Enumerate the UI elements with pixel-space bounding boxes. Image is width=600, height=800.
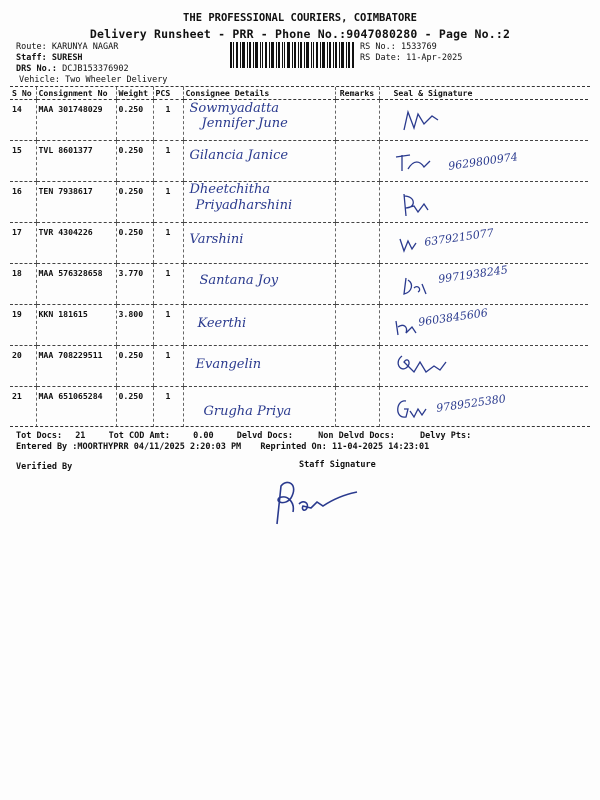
row-seal-signature bbox=[379, 264, 588, 305]
rs-no-line bbox=[360, 42, 437, 52]
row-pcs: 1 bbox=[153, 141, 183, 182]
drs-label: DRS No.: bbox=[16, 64, 57, 74]
row-sno: 18 bbox=[10, 264, 36, 305]
col-remarks: Remarks bbox=[335, 87, 379, 100]
phone-handwriting: 9789525380 bbox=[434, 392, 507, 415]
entered-by-line bbox=[16, 442, 429, 452]
table-row bbox=[10, 182, 588, 223]
tot-docs-label: Tot Docs: bbox=[16, 431, 63, 441]
table-bottom-divider bbox=[10, 426, 590, 427]
row-seal-signature bbox=[379, 346, 588, 387]
row-seal-signature bbox=[379, 223, 588, 264]
phone-handwriting: 6379215077 bbox=[422, 226, 495, 249]
row-consignment: MAA 576328658 bbox=[36, 264, 116, 305]
row-consignment: TVR 4304226 bbox=[36, 223, 116, 264]
row-consignee bbox=[183, 387, 335, 428]
row-consignee bbox=[183, 305, 335, 346]
row-pcs: 1 bbox=[153, 100, 183, 141]
row-pcs: 1 bbox=[153, 387, 183, 428]
row-sno: 14 bbox=[10, 100, 36, 141]
consignee-handwriting: Evangelin bbox=[195, 357, 262, 372]
row-weight: 0.250 bbox=[116, 346, 153, 387]
signature-mark bbox=[384, 147, 454, 177]
runsheet-subtitle: Delivery Runsheet - PRR - Phone No.:9047080280 - Page No.:2 bbox=[89, 27, 511, 41]
barcode bbox=[230, 42, 354, 68]
table-row bbox=[10, 223, 588, 264]
vehicle-label: Vehicle: bbox=[19, 75, 60, 85]
tot-cod-label: Tot COD Amt: bbox=[108, 431, 170, 441]
row-weight: 0.250 bbox=[116, 223, 153, 264]
signature-mark bbox=[384, 188, 454, 222]
rs-no-label: RS No.: bbox=[360, 42, 396, 52]
row-consignment: KKN 181615 bbox=[36, 305, 116, 346]
row-consignee bbox=[183, 100, 335, 141]
vehicle-value: Two Wheeler Delivery bbox=[65, 75, 168, 85]
signature-mark bbox=[384, 106, 454, 136]
col-consignment: Consignment No bbox=[36, 87, 116, 100]
row-weight: 0.250 bbox=[116, 141, 153, 182]
table-header-row bbox=[10, 87, 588, 100]
staff-signature-mark bbox=[265, 472, 365, 532]
vehicle-line bbox=[19, 75, 167, 85]
row-pcs: 1 bbox=[153, 264, 183, 305]
row-weight: 3.770 bbox=[116, 264, 153, 305]
consignee-handwriting: Jennifer June bbox=[201, 116, 288, 131]
row-consignee bbox=[183, 141, 335, 182]
row-weight: 0.250 bbox=[116, 182, 153, 223]
col-sno: S No bbox=[10, 87, 36, 100]
table-row bbox=[10, 264, 588, 305]
row-pcs: 1 bbox=[153, 305, 183, 346]
row-remarks bbox=[335, 387, 379, 428]
staff-value: SURESH bbox=[51, 53, 83, 63]
row-sno: 20 bbox=[10, 346, 36, 387]
row-weight: 0.250 bbox=[116, 100, 153, 141]
rs-date-line bbox=[360, 53, 462, 63]
row-seal-signature bbox=[379, 141, 588, 182]
row-pcs: 1 bbox=[153, 182, 183, 223]
entered-by-value: MOORTHYPRR 04/11/2025 2:20:03 PM bbox=[77, 442, 242, 452]
table-row bbox=[10, 305, 588, 346]
non-delvd-docs-label: Non Delvd Docs: bbox=[318, 431, 395, 441]
consignee-handwriting: Grugha Priya bbox=[203, 404, 292, 419]
row-weight: 0.250 bbox=[116, 387, 153, 428]
row-sno: 19 bbox=[10, 305, 36, 346]
consignee-handwriting: Priyadharshini bbox=[195, 198, 293, 213]
table-row bbox=[10, 100, 588, 141]
consignee-handwriting: Varshini bbox=[189, 232, 244, 247]
row-seal-signature bbox=[379, 100, 588, 141]
delvd-docs-label: Delvd Docs: bbox=[236, 431, 294, 441]
consignee-handwriting: Keerthi bbox=[197, 316, 247, 331]
rs-date-value: 11-Apr-2025 bbox=[406, 53, 463, 63]
phone-handwriting: 9971938245 bbox=[436, 263, 509, 286]
row-consignment: MAA 651065284 bbox=[36, 387, 116, 428]
verified-by-label: Verified By bbox=[16, 462, 73, 472]
staff-label: Staff: bbox=[16, 53, 47, 63]
row-consignment: MAA 708229511 bbox=[36, 346, 116, 387]
row-remarks bbox=[335, 223, 379, 264]
table-row bbox=[10, 387, 588, 428]
delvy-pts-label: Delvy Pts: bbox=[420, 431, 472, 441]
consignee-handwriting: Gilancia Janice bbox=[189, 148, 289, 163]
entered-by-label: Entered By : bbox=[16, 442, 78, 452]
rs-date-label: RS Date: bbox=[360, 53, 401, 63]
reprinted-value: 11-04-2025 14:23:01 bbox=[331, 442, 430, 452]
table-row bbox=[10, 346, 588, 387]
row-sno: 16 bbox=[10, 182, 36, 223]
col-pcs: PCS bbox=[153, 87, 183, 100]
row-seal-signature bbox=[379, 387, 588, 428]
col-seal-signature: Seal & Signature bbox=[379, 87, 588, 100]
route-line bbox=[16, 42, 118, 52]
consignee-handwriting: Sowmyadatta bbox=[189, 101, 280, 116]
col-consignee: Consignee Details bbox=[183, 87, 335, 100]
row-sno: 21 bbox=[12, 391, 22, 401]
row-sno: 15 bbox=[10, 141, 36, 182]
tot-docs-value: 21 bbox=[75, 431, 86, 441]
row-sno: 17 bbox=[10, 223, 36, 264]
row-remarks bbox=[335, 346, 379, 387]
row-remarks bbox=[335, 141, 379, 182]
company-title: THE PROFESSIONAL COURIERS, COIMBATORE bbox=[183, 12, 417, 24]
row-pcs: 1 bbox=[153, 223, 183, 264]
row-consignee bbox=[183, 182, 335, 223]
totals-line bbox=[16, 431, 471, 441]
row-seal-signature bbox=[379, 305, 588, 346]
drs-value: DCJB153376902 bbox=[62, 64, 129, 74]
signature-mark bbox=[384, 352, 474, 382]
row-remarks bbox=[335, 182, 379, 223]
phone-handwriting: 9603845606 bbox=[416, 306, 489, 329]
staff-signature-label: Staff Signature bbox=[299, 460, 376, 470]
route-label: Route: bbox=[16, 42, 47, 52]
col-weight: Weight bbox=[116, 87, 153, 100]
row-consignment: TEN 7938617 bbox=[36, 182, 116, 223]
rs-no-value: 1533769 bbox=[400, 42, 437, 52]
row-seal-signature bbox=[379, 182, 588, 223]
table-row bbox=[10, 141, 588, 182]
row-consignment: TVL 8601377 bbox=[36, 141, 116, 182]
row-remarks bbox=[335, 305, 379, 346]
row-consignee bbox=[183, 223, 335, 264]
reprinted-label: Reprinted On: bbox=[260, 442, 327, 452]
consignee-handwriting: Dheetchitha bbox=[189, 182, 271, 197]
row-remarks bbox=[335, 264, 379, 305]
runsheet-table bbox=[10, 87, 588, 427]
row-weight: 3.800 bbox=[116, 305, 153, 346]
row-consignment: MAA 301748029 bbox=[36, 100, 116, 141]
row-consignee bbox=[183, 264, 335, 305]
drs-line bbox=[16, 64, 129, 74]
consignee-handwriting: Santana Joy bbox=[199, 273, 279, 288]
tot-cod-value: 0.00 bbox=[193, 431, 214, 441]
row-pcs: 1 bbox=[153, 346, 183, 387]
route-value: KARUNYA NAGAR bbox=[51, 42, 119, 52]
row-consignee bbox=[183, 346, 335, 387]
phone-handwriting: 9629800974 bbox=[446, 150, 519, 173]
staff-line bbox=[16, 53, 83, 63]
row-remarks bbox=[335, 100, 379, 141]
